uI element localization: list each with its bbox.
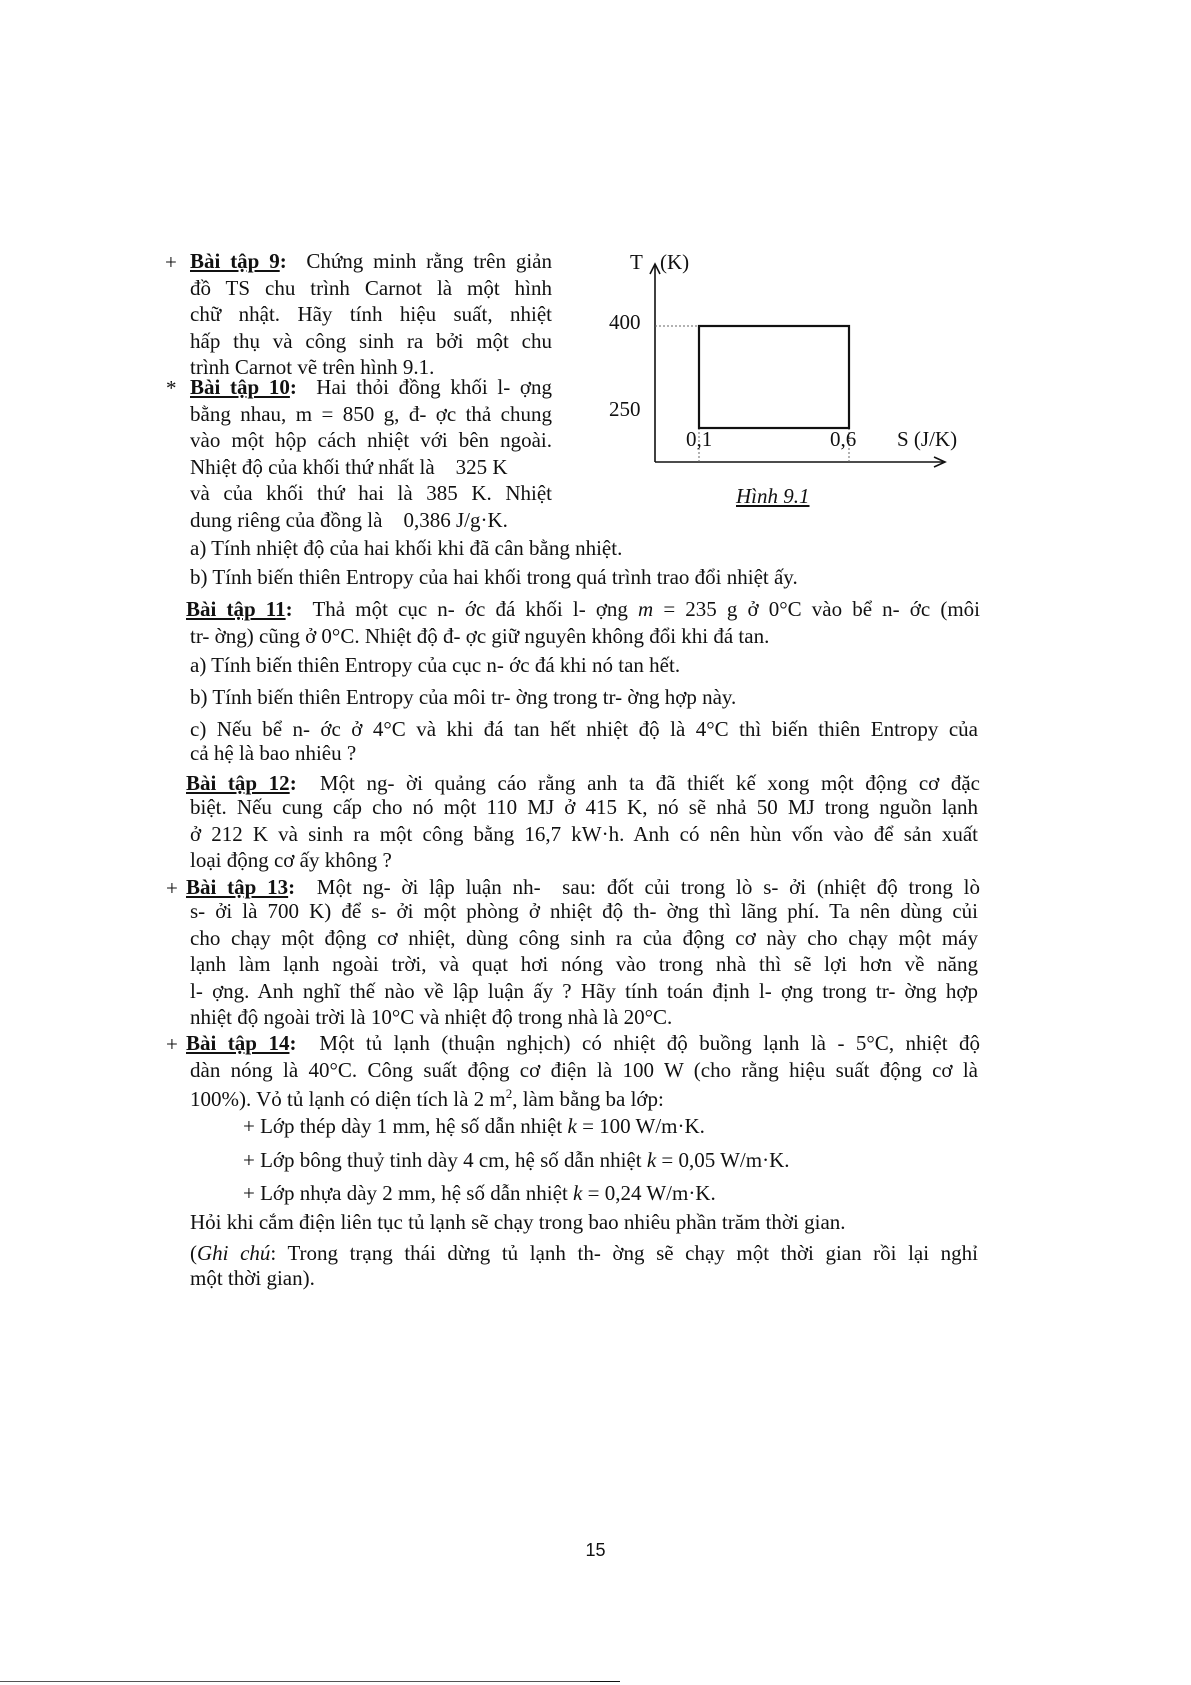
ex13-block [186, 874, 980, 901]
ex14-question: Hỏi khi cắm điện liên tục tủ lạnh sẽ chạy trong bao nhiêu phần trăm thời gian. [190, 1210, 846, 1234]
ex11-var-m: m [638, 597, 654, 621]
figure-caption: Hình 9.1 [736, 484, 810, 508]
ex11-line1-post: = 235 g ở 0°C vào bể n- ớc (môi [653, 597, 981, 621]
ex9-line-1: đồ TS chu trình Carnot là một hình [190, 275, 552, 300]
ex11-title: Bài tập 11 [186, 597, 286, 621]
ex14-line-2: dàn nóng là 40°C. Công suất động cơ điện là 100 W (cho rằng hiệu suất động cơ là [190, 1058, 978, 1082]
ex11-block [186, 596, 980, 623]
ex11-colon: : [285, 597, 293, 621]
t-axis-unit: (K) [660, 250, 690, 274]
ex14-layer-2-pre: + Lớp nhựa dày 2 mm, hệ số dẫn nhiệt [243, 1181, 574, 1205]
ex9-block [190, 248, 552, 381]
ex12-line-0-text: Một ng- ời quảng cáo rằng anh ta đã thiết kế xong một động cơ đặc [319, 771, 980, 795]
ex10-line-2: vào một hộp cách nhiệt với bên ngoài. [190, 428, 552, 452]
ex9-line-0: Chứng minh rằng trên giản [306, 249, 552, 273]
t-low-label: 250 [609, 397, 641, 421]
ex10-a: a) Tính nhiệt độ của hai khối khi đã cân bằng nhiệt. [190, 536, 623, 560]
ex11-line-2: tr- ờng) cũng ở 0°C. Nhiệt độ đ- ợc giữ nguyên không đổi khi đá tan. [190, 624, 770, 648]
ex10-title: Bài tập 10 [190, 375, 290, 399]
carnot-cycle-rect [699, 326, 849, 428]
ex14-layer-1-post: = 0,05 W/m·K. [656, 1148, 790, 1172]
ex14-title: Bài tập 14 [186, 1031, 290, 1055]
t-axis-label: T [630, 250, 643, 274]
ex10-line-1: bằng nhau, m = 850 g, đ- ợc thả chung [190, 401, 552, 426]
ex9-line-3: hấp thụ và công sinh ra bởi một chu [190, 328, 552, 353]
ex14-line-1 [186, 1030, 980, 1057]
figure-9-1 [609, 250, 1060, 562]
ex14-note-line-2: một thời gian). [190, 1266, 315, 1290]
ts-diagram [640, 262, 1060, 512]
ex11-line-1 [186, 596, 980, 623]
ex11-c1: c) Nếu bể n- ớc ở 4°C và khi đá tan hết nhiệt độ là 4°C thì biến thiên Entropy của [190, 717, 978, 741]
ex14-line1-text: Một tủ lạnh (thuận nghịch) có nhiệt độ buồng lạnh là - 5°C, nhiệt độ [319, 1031, 980, 1055]
ex13-line-0-text: Một ng- ời lập luận nh- sau: đốt củi trong lò s- ởi (nhiệt độ trong lò [316, 875, 981, 899]
ex10-block [190, 374, 552, 533]
ex14-layer-0-pre: + Lớp thép dày 1 mm, hệ số dẫn nhiệt [243, 1114, 568, 1138]
s-right-label: 0,6 [830, 427, 857, 451]
ex10-line-0: Hai thỏi đồng khối l- ợng [316, 375, 553, 399]
ex9-line-2: chữ nhật. Hãy tính hiệu suất, nhiệt [190, 302, 552, 326]
ex14-layer-2 [243, 1180, 716, 1207]
ex13-block-rest [190, 898, 978, 1031]
ex12-line-1: biệt. Nếu cung cấp cho nó một 110 MJ ở 415 K, nó sẽ nhả 50 MJ trong nguồn lạnh [190, 795, 978, 819]
ex14-layer-0-var: k [567, 1114, 577, 1138]
ex12-block [186, 770, 980, 797]
ex11-line1-pre: Thả một cục n- ớc đá khối l- ợng [312, 597, 639, 621]
ex14-prefix: + [166, 1032, 178, 1056]
ex10-line-3: Nhiệt độ của khối thứ nhất là 325 K [190, 454, 508, 479]
ex13-line-2: cho chạy một động cơ nhiệt, dùng công sinh ra của động cơ này cho chạy một máy [190, 925, 978, 950]
ex13-line-5: nhiệt độ ngoài trời là 10°C và nhiệt độ trong nhà là 20°C. [190, 1005, 673, 1029]
ex14-layer-0-post: = 100 W/m·K. [576, 1114, 705, 1138]
ex12-title: Bài tập 12 [186, 771, 290, 795]
ex10-line [190, 374, 552, 401]
ex9-line [190, 248, 552, 275]
ex10-colon: : [289, 375, 297, 399]
ex14-colon: : [289, 1031, 297, 1055]
ex14-layer-1 [243, 1147, 790, 1174]
ex14-layer-1-pre: + Lớp bông thuỷ tinh dày 4 cm, hệ số dẫn nhiệt [243, 1148, 647, 1172]
ex11-b: b) Tính biến thiên Entropy của môi tr- ờng trong tr- ờng hợp này. [190, 685, 737, 709]
t-high-label: 400 [609, 310, 641, 334]
ex14-layer-0 [243, 1113, 705, 1140]
footer-rule-accent [590, 1681, 620, 1682]
ex10-b: b) Tính biến thiên Entropy của hai khối trong quá trình trao đổi nhiệt ấy. [190, 565, 798, 589]
ex12-line-2: ở 212 K và sinh ra một công bằng 16,7 kW·h. Anh có nên hùn vốn vào để sản xuất [190, 821, 978, 846]
ex9-title: Bài tập 9 [190, 249, 280, 273]
ex13-line-1: s- ởi là 700 K) để s- ởi một phòng ở nhiệt độ th- ờng thì lãng phí. Ta nên dùng củi [190, 899, 978, 923]
ex12-block-rest [190, 794, 978, 874]
ex9-prefix: + [165, 250, 177, 274]
ex11-c2: cả hệ là bao nhiêu ? [190, 741, 357, 765]
ex14-block [186, 1030, 980, 1057]
ex14-line3-pre: 100%). Vỏ tủ lạnh có diện tích là 2 m [190, 1087, 506, 1111]
ex10-prefix: * [166, 376, 177, 400]
ex13-line-0 [186, 874, 980, 901]
ex13-colon: : [288, 875, 296, 899]
ex14-note-label: Ghi chú [197, 1241, 271, 1265]
ex14-layer-1-var: k [646, 1148, 657, 1172]
footer-rule [0, 1681, 620, 1682]
ex14-line-3 [190, 1081, 664, 1113]
ex12-line-0 [186, 770, 980, 797]
ex13-line-4: l- ợng. Anh nghĩ thế nào về lập luận ấy ? Hãy tính toán định l- ợng trong tr- ờng hợp [190, 978, 978, 1003]
ex14-note-line-1 [190, 1240, 978, 1267]
ex9-line-4: trình Carnot vẽ trên hình 9.1. [190, 355, 435, 379]
ex10-line-4: và của khối thứ hai là 385 K. Nhiệt [190, 481, 552, 505]
ex13-prefix: + [166, 876, 178, 900]
ex12-line-3: loại động cơ ấy không ? [190, 848, 392, 872]
ex13-line-3: lạnh làm lạnh ngoài trời, và quạt hơi nóng vào trong nhà thì sẽ lợi hơn về năng [190, 952, 978, 976]
ex14-layer-2-var: k [573, 1181, 583, 1205]
ex9-colon: : [279, 249, 287, 273]
page-number: 15 [585, 1540, 606, 1560]
ex14-note-rest: : Trong trạng thái dừng tủ lạnh th- ờng sẽ chạy một thời gian rồi lại nghỉ [270, 1241, 978, 1265]
ex14-note-open: ( [190, 1241, 197, 1265]
ex10-line-5: dung riêng của đồng là 0,386 J/g·K. [190, 507, 508, 532]
s-axis-label: S (J/K) [897, 427, 958, 451]
ex13-title: Bài tập 13 [186, 875, 289, 899]
ex14-line3-post: , làm bằng ba lớp: [512, 1087, 664, 1111]
ex11-a: a) Tính biến thiên Entropy của cục n- ớc đá khi nó tan hết. [190, 653, 681, 677]
s-left-label: 0,1 [686, 427, 713, 451]
ex14-line3-sup: 2 [505, 1086, 513, 1101]
ex14-layer-2-post: = 0,24 W/m·K. [582, 1181, 716, 1205]
ex12-colon: : [289, 771, 297, 795]
